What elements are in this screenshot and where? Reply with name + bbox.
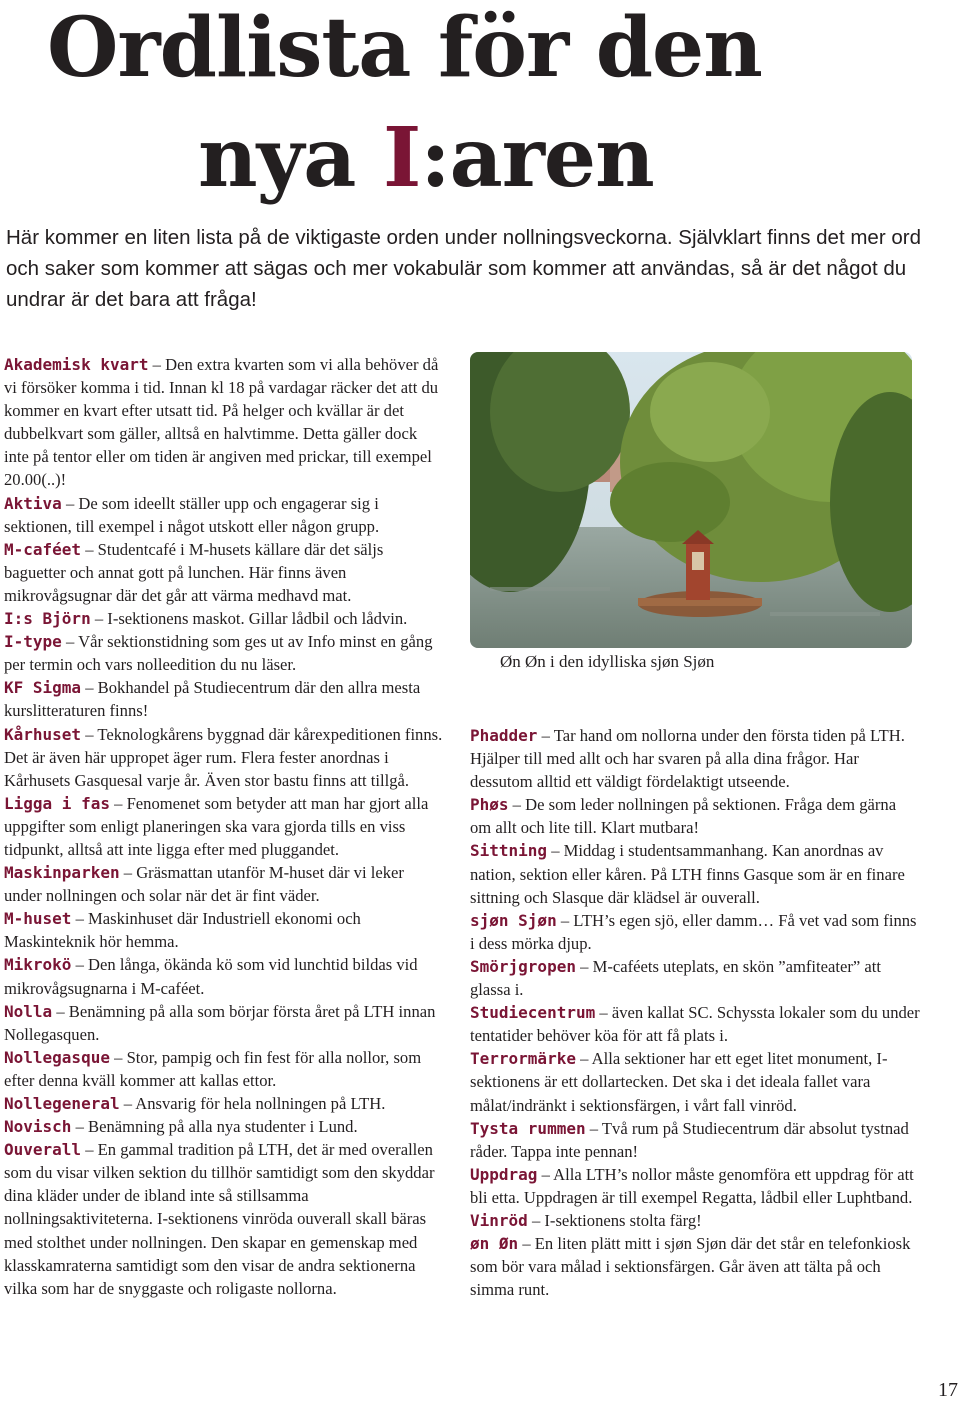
glossary-definition: – M-caféets uteplats, en skön ”amfiteater” att glassa i. bbox=[470, 956, 881, 1000]
glossary-definition: – I-sektionens stolta färg! bbox=[527, 1210, 702, 1230]
page-number: 17 bbox=[938, 1379, 958, 1401]
glossary-term: Vinröd bbox=[470, 1210, 528, 1230]
glossary-definition: – Benämning på alla nya studenter i Lund. bbox=[71, 1117, 358, 1137]
glossary-entry bbox=[4, 1115, 444, 1138]
glossary-term: Akademisk kvart bbox=[4, 355, 149, 374]
glossary-entry bbox=[470, 793, 920, 839]
glossary-term: I-type bbox=[4, 632, 62, 652]
glossary-definition: – En liten plätt mitt i sjøn Sjøn där det står en telefonkiosk som bör vara målad i sektionsfärgen. Går även att tälta på och simma runt. bbox=[470, 1234, 911, 1300]
glossary-definition: – En gammal tradition på LTH, det är med overallen som du visar vilken sektion du tillhör samtidigt som den skyddar dina kläder under de ibland inte så stillsamma nollningsaktiviteterna. I-sektionens vinröda ouverall skall bäras med stolthet under nollningen. Den skapar en gemenskap med klasskamraterna samtidigt som den visar de andra sektionerna vilka som har de snyggaste och roligaste nollorna. bbox=[4, 1140, 435, 1298]
glossary-entry bbox=[4, 861, 444, 907]
title-line-2 bbox=[198, 108, 654, 208]
glossary-definition: – Teknologkårens byggnad där kårexpeditionen finns. Det är även här uppropet äger rum. Flera fester anordnas i Kårhusets Gasquesal varje år. Även stor bastu finns att tillgå. bbox=[4, 724, 443, 790]
glossary-definition: – Bokhandel på Studiecentrum där den allra mesta kurslitteraturen finns! bbox=[4, 678, 421, 721]
glossary-term: Kårhuset bbox=[4, 724, 82, 744]
glossary-term: Nollegeneral bbox=[4, 1094, 120, 1113]
glossary-entry bbox=[4, 676, 444, 722]
title-line-2-prefix: nya bbox=[198, 110, 383, 206]
glossary-term: Phadder bbox=[470, 726, 538, 745]
glossary-entry bbox=[4, 492, 444, 538]
glossary-definition: – Stor, pampig och fin fest för alla nollor, som efter denna kväll kommer att kallas ettor. bbox=[4, 1047, 422, 1090]
glossary-definition: – De som ideellt ställer upp och engagerar sig i sektionen, till exempel i något utskott eller någon grupp. bbox=[4, 493, 380, 536]
glossary-left-column bbox=[4, 353, 444, 1300]
glossary-term: Mikrokö bbox=[4, 955, 72, 975]
glossary-term: Terrormärke bbox=[470, 1049, 576, 1069]
glossary-definition: – även kallat SC. Schyssta lokaler som du under tentatider behöver köa för att få plats i. bbox=[470, 1003, 920, 1046]
glossary-definition: – Ansvarig för hela nollningen på LTH. bbox=[119, 1094, 386, 1113]
glossary-term: Uppdrag bbox=[470, 1164, 538, 1184]
glossary-definition: – I-sektionens maskot. Gillar lådbil och lådvin. bbox=[90, 609, 408, 629]
glossary-entry bbox=[470, 724, 920, 793]
glossary-entry bbox=[470, 1209, 920, 1232]
glossary-definition: – Fenomenet som betyder att man har gjort alla uppgifter som enligt planeringen ska vara gjorda tills en viss tidpunkt, alltså att inte ligga efter med pluggandet. bbox=[4, 793, 429, 859]
glossary-term: M-huset bbox=[4, 909, 72, 929]
glossary-definition: – De som leder nollningen på sektionen. Fråga dem gärna om allt och lite till. Klart mutbara! bbox=[470, 795, 897, 838]
glossary-term: øn Øn bbox=[470, 1234, 519, 1254]
glossary-entry bbox=[4, 353, 444, 492]
photo-caption: Øn Øn i den idylliska sjøn Sjøn bbox=[500, 652, 715, 671]
glossary-term: Ouverall bbox=[4, 1140, 82, 1160]
glossary-entry bbox=[4, 538, 444, 607]
glossary-term: Nollegasque bbox=[4, 1047, 110, 1067]
glossary-definition: – Middag i studentsammanhang. Kan anordnas av nation, sektion eller kåren. På LTH finns Gasque som är en finare sittning och Slasque där klädsel är ouverall. bbox=[470, 841, 905, 907]
glossary-term: Nolla bbox=[4, 1001, 53, 1021]
glossary-right-column bbox=[470, 724, 920, 1301]
glossary-entry bbox=[470, 1163, 920, 1209]
glossary-entry bbox=[470, 1232, 920, 1301]
glossary-entry bbox=[4, 723, 444, 792]
glossary-definition: – Studentcafé i M-husets källare där det säljs baguetter och annat gott på lunchen. Här finns även mikrovågsugnar där det går att värma medhavd mat. bbox=[4, 539, 384, 605]
glossary-definition: – Alla sektioner har ett eget litet monument, I-sektionens är ett dollartecken. Det ska i det ideala fallet vara målat/indränkt i sektionsfärgen, i vårt fall vinröd. bbox=[470, 1049, 888, 1115]
glossary-entry bbox=[4, 1000, 444, 1046]
glossary-definition: – Vår sektionstidning som ges ut av Info minst en gång per termin och vars nolleedition du nu läser. bbox=[4, 632, 433, 675]
title-line-2-suffix: :aren bbox=[420, 110, 654, 206]
glossary-term: M-caféet bbox=[4, 539, 82, 559]
glossary-term: Ligga i fas bbox=[4, 793, 110, 813]
glossary-term: I:s Björn bbox=[4, 609, 91, 629]
glossary-entry bbox=[4, 953, 444, 999]
glossary-term: Aktiva bbox=[4, 493, 62, 513]
glossary-term: Phøs bbox=[470, 795, 509, 815]
glossary-entry bbox=[470, 1001, 920, 1047]
glossary-term: Studiecentrum bbox=[470, 1003, 596, 1023]
glossary-entry bbox=[4, 607, 444, 630]
glossary-definition: – Den extra kvarten som vi alla behöver då vi försöker komma i tid. Innan kl 18 på vardagar räcker det att du kommer en kvart efter utsatt tid. På helger och kvällar är det dubbelkvart som gäller, alltså en halvtimme. Detta gäller dock inte på tentor eller om tiden är angiven med prickar, till exempel 20.00(..)! bbox=[4, 355, 439, 490]
glossary-definition: – Tar hand om nollorna under den första tiden på LTH. Hjälper till med allt och har svaren på alla dina frågor. Har dessutom alltid ett väldigt fördelaktigt utseende. bbox=[470, 726, 905, 792]
glossary-term: Smörjgropen bbox=[470, 956, 576, 976]
glossary-entry bbox=[470, 1117, 920, 1163]
glossary-term: sjøn Sjøn bbox=[470, 910, 557, 930]
glossary-definition: – Två rum på Studiecentrum där absolut tystnad råder. Tappa inte pennan! bbox=[470, 1118, 909, 1161]
pond-photo bbox=[470, 352, 912, 648]
glossary-entry bbox=[4, 1092, 444, 1115]
glossary-definition: – Maskinhuset där Industriell ekonomi och Maskinteknik hör hemma. bbox=[4, 909, 361, 952]
glossary-entry bbox=[470, 1047, 920, 1116]
glossary-term: Sittning bbox=[470, 841, 548, 861]
glossary-entry bbox=[470, 955, 920, 1001]
glossary-entry bbox=[4, 907, 444, 953]
glossary-entry bbox=[470, 839, 920, 908]
glossary-entry bbox=[4, 630, 444, 676]
glossary-definition: – Alla LTH’s nollor måste genomföra ett uppdrag för att bli etta. Uppdragen är till exempel Regatta, lådbil eller Luphtband. bbox=[470, 1164, 914, 1207]
glossary-term: Tysta rummen bbox=[470, 1118, 586, 1138]
intro-paragraph: Här kommer en liten lista på de viktigaste orden under nollningsveckorna. Självklart finns det mer ord och saker som kommer att sägas och mer vokabulär som kommer att användas, så är det något du undrar är det bara att fråga! bbox=[6, 226, 921, 311]
glossary-entry bbox=[470, 909, 920, 955]
glossary-term: KF Sigma bbox=[4, 678, 82, 698]
glossary-definition: – Gräsmattan utanför M-huset där vi leker under nollningen och solar när det är fint väder. bbox=[4, 863, 404, 906]
glossary-definition: – LTH’s egen sjö, eller damm… Få vet vad som finns i dess mörka djup. bbox=[470, 910, 917, 953]
glossary-definition: – Benämning på alla som börjar första året på LTH innan Nollegasquen. bbox=[4, 1001, 436, 1044]
glossary-entry bbox=[4, 792, 444, 861]
title-accent-letter: I bbox=[382, 110, 421, 206]
glossary-entry bbox=[4, 1138, 444, 1300]
glossary-term: Novisch bbox=[4, 1117, 72, 1137]
glossary-definition: – Den långa, ökända kö som vid lunchtid bildas vid mikrovågsugnarna i M-caféet. bbox=[4, 955, 418, 998]
glossary-term: Maskinparken bbox=[4, 863, 120, 883]
glossary-entry bbox=[4, 1046, 444, 1092]
title-line-1: Ordlista för den bbox=[47, 0, 762, 96]
